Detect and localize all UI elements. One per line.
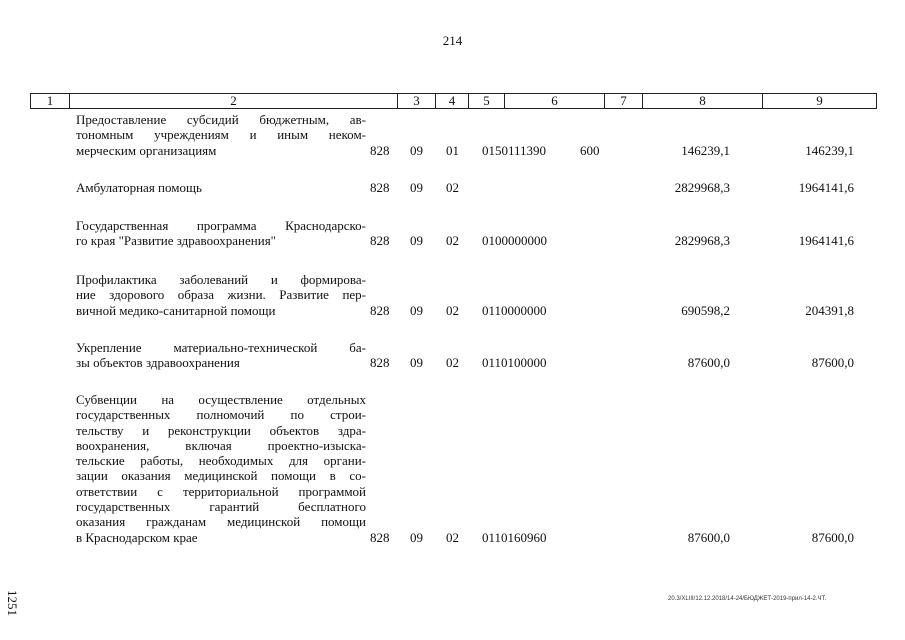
cell-ministry-code: 828 [370,529,390,545]
row-description [76,180,366,195]
row-description [76,218,366,249]
header-cell-7: 7 [605,94,643,108]
description-line: государственных гарантий бесплатного [76,499,366,515]
header-cell-2: 2 [70,94,398,108]
description-line: го края "Развитие здравоохранения" [76,233,276,249]
cell-target-article: 0110000000 [482,302,547,318]
row-description [76,340,366,371]
header-cell-4: 4 [436,94,469,108]
cell-ministry-code: 828 [370,180,390,195]
cell-subsection: 02 [446,529,459,545]
cell-ministry-code: 828 [370,302,390,318]
cell-section: 09 [410,233,423,249]
header-cell-1: 1 [31,94,70,108]
description-line: ние здорового образа жизни. Развитие пер- [76,287,366,303]
cell-amount-2021: 204391,8 [805,302,854,318]
description-line: мерческим организациям [76,142,217,158]
cell-amount-2020: 2829968,3 [674,180,730,195]
description-line: Амбулаторная помощь [76,180,202,195]
header-cell-9: 9 [816,93,823,108]
cell-section: 09 [410,529,423,545]
description-line: в Краснодарском крае [76,529,198,545]
cell-target-article: 0110100000 [482,355,547,371]
cell-ministry-code: 828 [370,142,390,158]
description-line: вичной медико-санитарной помощи [76,302,276,318]
description-line: Профилактика заболеваний и формирова- [76,272,366,287]
cell-amount-2021: 1964141,6 [798,233,854,249]
cell-section: 09 [410,180,423,195]
cell-amount-2021: 1964141,6 [798,180,854,195]
row-description [76,272,366,318]
description-line: государственных полномочий по строи- [76,407,366,423]
cell-subsection: 02 [446,355,459,371]
description-line: Субвенции на осуществление отдельных [76,392,366,407]
cell-amount-2020: 146239,1 [681,142,730,158]
cell-amount-2020: 690598,2 [681,302,730,318]
cell-amount-2021: 87600,0 [811,529,854,545]
cell-ministry-code: 828 [370,355,390,371]
page-number: 214 [442,33,463,48]
description-line: Предоставление субсидий бюджетным, ав- [76,112,366,127]
description-line: Укрепление материально-технической ба- [76,340,366,355]
cell-ministry-code: 828 [370,233,390,249]
cell-section: 09 [410,142,423,158]
cell-target-article: 0150111390 [482,142,547,158]
cell-amount-2021: 87600,0 [811,355,854,371]
cell-subsection: 02 [446,302,459,318]
description-line: зы объектов здравоохранения [76,355,240,371]
description-line: воохранения, включая проектно-изыска- [76,437,366,453]
description-line: Государственная программа Краснодарско- [76,218,366,233]
description-line: оказания гражданам медицинской помощи [76,514,366,530]
header-cell-8: 8 [643,94,763,108]
cell-target-article: 0110160960 [482,529,547,545]
description-line: тельству и реконструкции объектов здра- [76,422,366,438]
cell-subsection: 02 [446,233,459,249]
header-cell-6: 6 [505,94,605,108]
header-cell-3: 3 [398,94,436,108]
cell-target-article: 0100000000 [482,233,547,249]
description-line: тельские работы, необходимых для органи- [76,453,366,469]
cell-expense-type: 600 [580,142,600,158]
cell-subsection: 01 [446,142,459,158]
cell-section: 09 [410,355,423,371]
row-description [76,392,366,545]
cell-amount-2020: 87600,0 [687,529,730,545]
row-description [76,112,366,158]
table-header-row [30,93,877,109]
document-footer-code: 20.3/XLIII/12.12.2018/14-24/БЮДЖЕТ-2019-прил-14-2.ЧТ. [668,596,827,602]
description-line: тономным учреждениям и иным неком- [76,127,366,143]
description-line: ответствии с территориальной программой [76,483,366,499]
description-line: зации оказания медицинской помощи в со- [76,468,366,484]
cell-amount-2021: 146239,1 [805,142,854,158]
cell-subsection: 02 [446,180,459,195]
side-page-number: 1251 [5,590,20,616]
cell-amount-2020: 2829968,3 [674,233,730,249]
cell-section: 09 [410,302,423,318]
header-cell-5: 5 [469,94,505,108]
cell-amount-2020: 87600,0 [687,355,730,371]
